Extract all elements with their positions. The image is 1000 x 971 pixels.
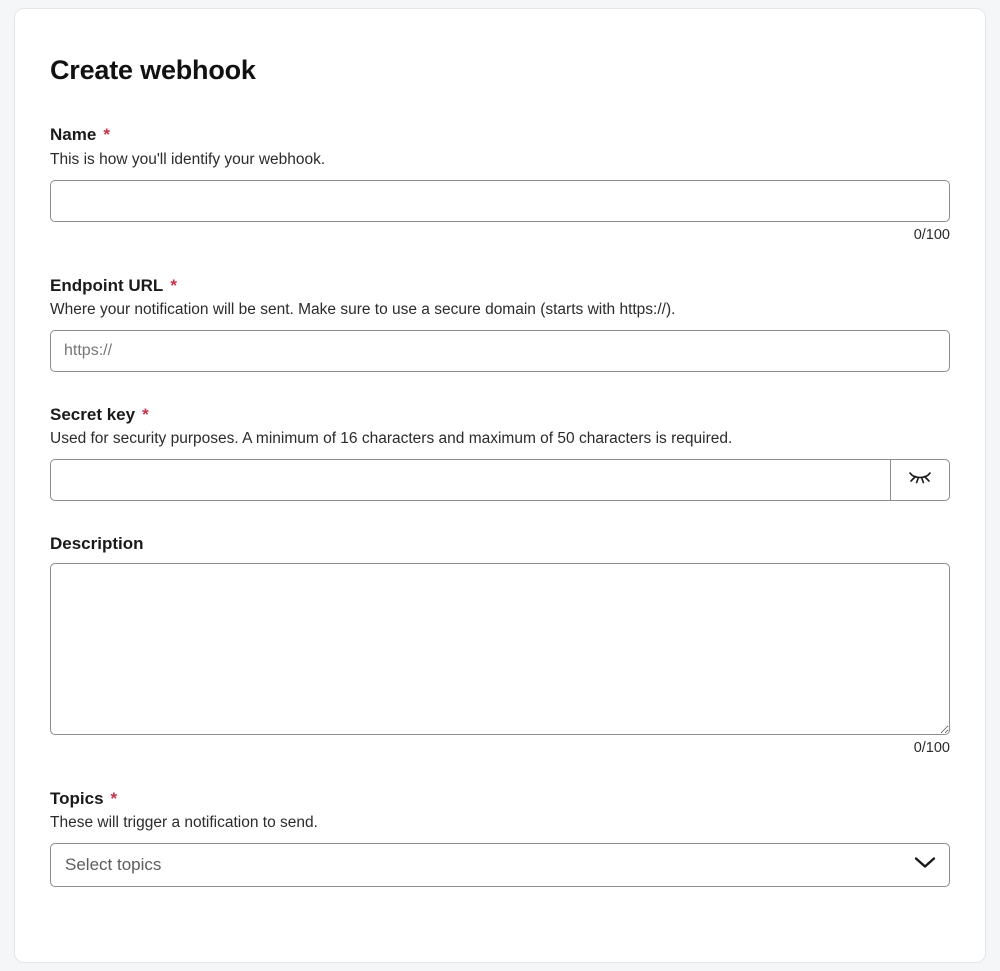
topics-selected-value: Select topics [65,855,162,875]
field-name [50,124,950,242]
eye-off-icon [908,469,932,490]
endpoint-input-wrap [50,330,950,372]
endpoint-label-row [50,275,950,296]
endpoint-helper-text: Where your notification will be sent. Make sure to use a secure domain (starts with https://). [50,300,676,318]
topics-label: Topics [50,789,104,809]
topics-helper-text: These will trigger a notification to send. [50,814,318,832]
endpoint-label: Endpoint URL [50,275,164,295]
name-required-asterisk: * [103,125,110,145]
endpoint-required-asterisk: * [170,275,177,295]
name-label: Name [50,125,97,145]
secret-helper-text: Used for security purposes. A minimum of 16 characters and maximum of 50 characters is required. [50,429,733,447]
field-secret-key [50,404,950,501]
create-webhook-card [14,8,986,963]
name-input[interactable] [50,180,950,222]
name-input-wrap [50,180,950,222]
secret-label-row [50,404,950,425]
field-endpoint-url [50,275,950,372]
secret-key-input[interactable] [50,459,890,501]
description-character-counter: 0/100 [913,740,950,757]
description-textarea[interactable] [50,563,950,735]
eye-off-icon-button[interactable] [890,459,950,501]
field-topics [50,788,950,887]
topics-select-wrap [50,843,950,887]
topics-required-asterisk: * [110,789,118,809]
topics-label-row [50,788,950,809]
secret-key-row [50,459,950,501]
secret-key-label: Secret key [50,404,136,424]
description-label: Description [50,533,144,553]
secret-required-asterisk: * [142,404,149,424]
description-label-row [50,533,950,554]
name-character-counter: 0/100 [913,226,950,243]
name-helper-text: This is how you'll identify your webhook. [50,150,326,168]
page-title: Create webhook [50,55,256,85]
field-description [50,533,950,756]
topics-select[interactable] [50,843,950,887]
endpoint-url-input[interactable] [50,330,950,372]
name-label-row [50,124,950,145]
description-input-wrap [50,563,950,735]
